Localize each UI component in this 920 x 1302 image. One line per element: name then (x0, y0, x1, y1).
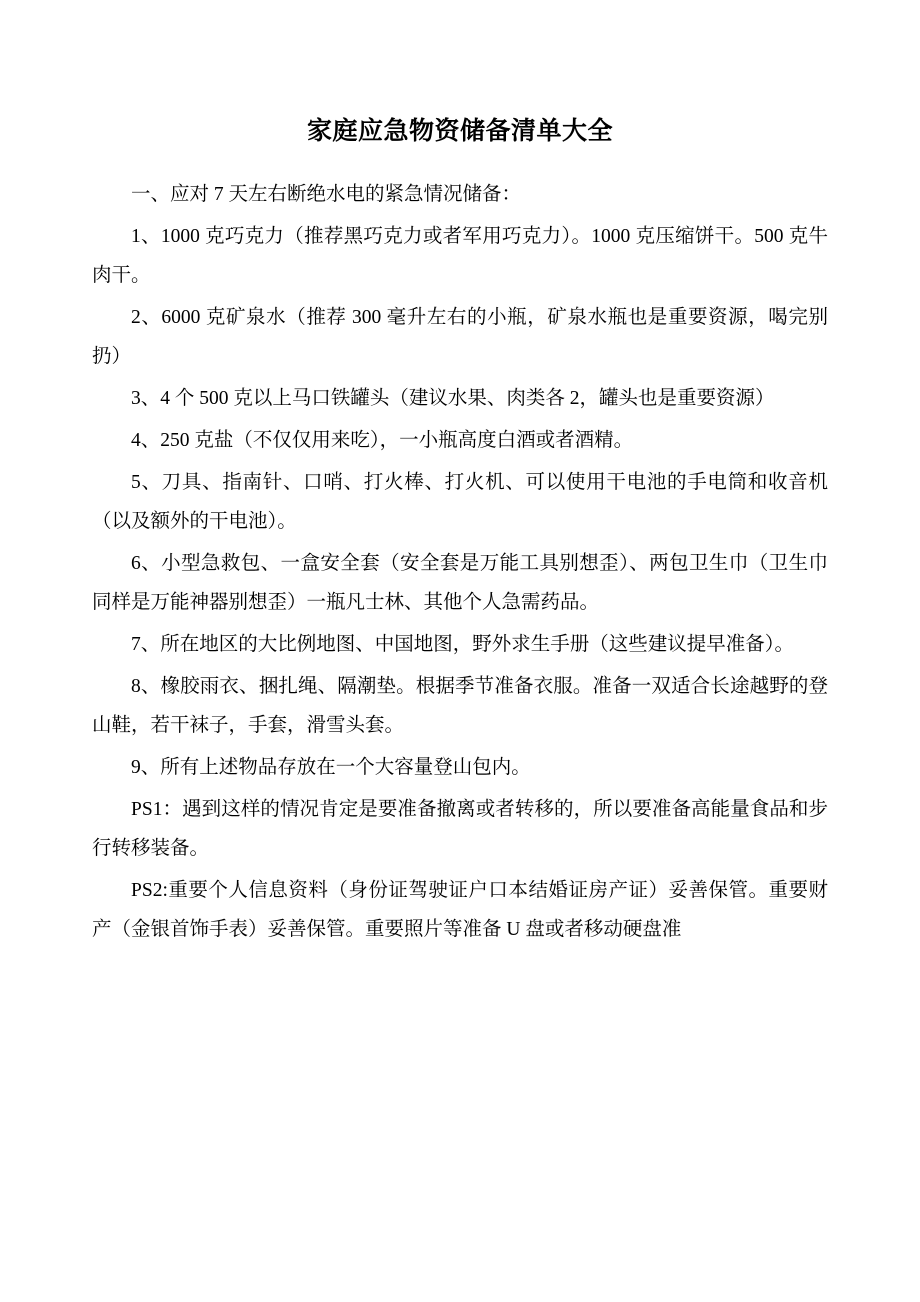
paragraph-ps2: PS2:重要个人信息资料（身份证驾驶证户口本结婚证房产证）妥善保管。重要财产（金银首饰手表）妥善保管。重要照片等准备 U 盘或者移动硬盘准 (92, 880, 828, 940)
paragraph-item-9: 9、所有上述物品存放在一个大容量登山包内。 (131, 757, 531, 778)
paragraph-section-heading: 一、应对 7 天左右断绝水电的紧急情况储备： (131, 184, 522, 205)
page-title: 家庭应急物资储备清单大全 (306, 117, 613, 145)
paragraph-item-1: 1、1000 克巧克力（推荐黑巧克力或者军用巧克力）。1000 克压缩饼干。500 克牛肉干。 (92, 226, 828, 286)
paragraph-item-4: 4、250 克盐（不仅仅用来吃），一小瓶高度白酒或者酒精。 (131, 430, 634, 451)
paragraph-item-5: 5、刀具、指南针、口哨、打火棒、打火机、可以使用干电池的手电筒和收音机（以及额外的干电池）。 (92, 472, 828, 532)
paragraph-item-7: 7、所在地区的大比例地图、中国地图，野外求生手册（这些建议提早准备）。 (131, 634, 795, 655)
paragraph-item-2: 2、6000 克矿泉水（推荐 300 毫升左右的小瓶，矿泉水瓶也是重要资源，喝完别扔） (92, 307, 828, 367)
paragraph-ps1: PS1：遇到这样的情况肯定是要准备撤离或者转移的，所以要准备高能量食品和步行转移装备。 (92, 799, 828, 859)
paragraph-item-3: 3、4 个 500 克以上马口铁罐头（建议水果、肉类各 2，罐头也是重要资源） (131, 388, 775, 409)
paragraph-item-8: 8、橡胶雨衣、捆扎绳、隔潮垫。根据季节准备衣服。准备一双适合长途越野的登山鞋，若干袜子，手套，滑雪头套。 (92, 676, 828, 736)
paragraph-item-6: 6、小型急救包、一盒安全套（安全套是万能工具别想歪）、两包卫生巾（卫生巾同样是万能神器别想歪）一瓶凡士林、其他个人急需药品。 (92, 553, 828, 613)
